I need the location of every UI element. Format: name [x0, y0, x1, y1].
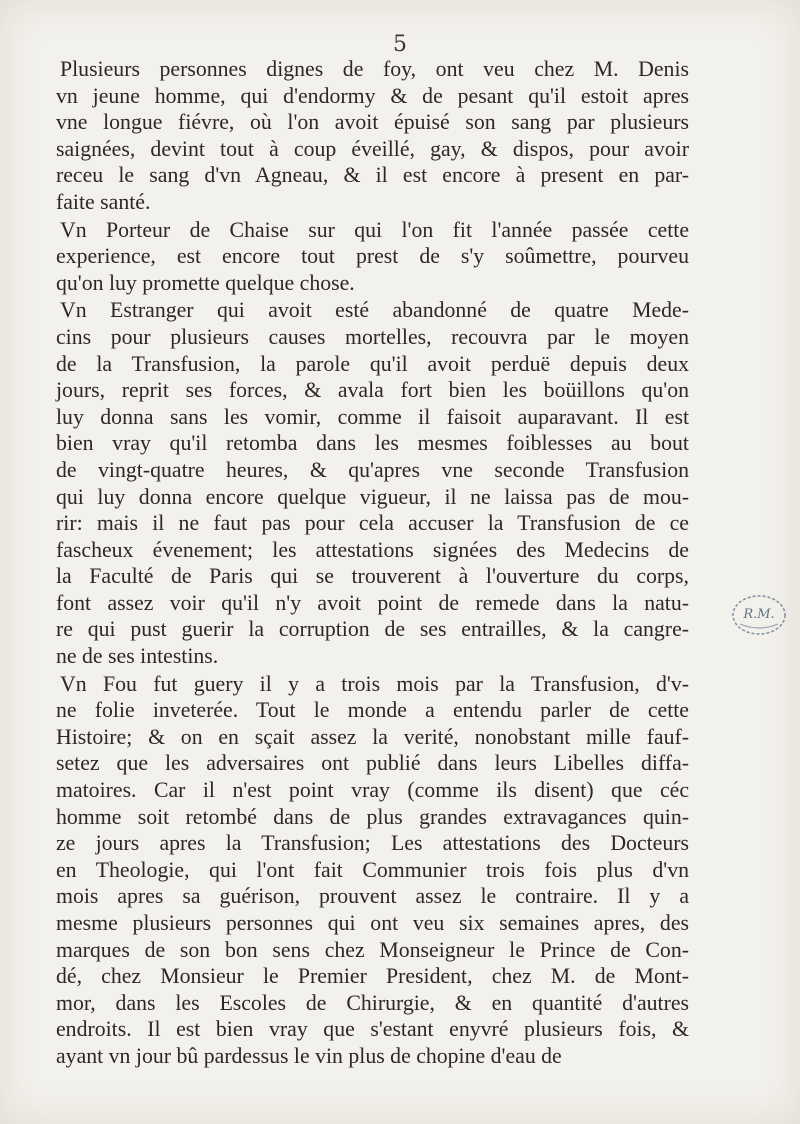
- text-line: rir: mais il ne faut pas pour cela accuser la Transfusion de ce: [56, 511, 689, 536]
- text-line: vne longue fiévre, où l'on avoit épuisé son sang par plusieurs: [56, 110, 689, 135]
- text-line: dé, chez Monsieur le Premier President, chez M. de Mont-: [56, 964, 689, 989]
- text-line: Vn Fou fut guery il y a trois mois par la Transfusion, d'v-: [60, 671, 689, 696]
- text-line: en Theologie, qui l'ont fait Communier trois fois plus d'vn: [56, 857, 689, 882]
- paragraph: [56, 56, 689, 216]
- paragraph: [56, 671, 689, 1070]
- text-line: marques de son bon sens chez Monseigneur le Prince de Con-: [56, 937, 689, 962]
- text-line: ne de ses intestins.: [56, 644, 219, 669]
- stamp-text: R.M.: [743, 607, 775, 622]
- text-line: ne folie inveterée. Tout le monde a entendu parler de cette: [56, 698, 689, 723]
- text-line: mesme plusieurs personnes qui ont veu six semaines apres, des: [56, 911, 689, 935]
- library-stamp: [730, 592, 788, 638]
- text-line: mois apres sa guérison, prouvent assez le contraire. Il y a: [56, 884, 689, 909]
- text-line: qui luy donna encore quelque vigueur, il ne laissa pas de mou-: [56, 484, 689, 509]
- text-line: ayant vn jour bû pardessus le vin plus de chopine d'eau de: [56, 1043, 562, 1068]
- text-line: vn jeune homme, qui d'endormy & de pesant qu'il estoit apres: [56, 83, 689, 108]
- text-line: experience, est encore tout prest de s'y soûmettre, pourveu: [56, 244, 689, 269]
- text-line: faite santé.: [56, 189, 151, 214]
- text-line: re qui pust guerir la corruption de ses entrailles, & la cangre-: [56, 617, 689, 642]
- text-line: jours, reprit ses forces, & avala fort bien les boüillons qu'on: [56, 378, 689, 403]
- text-line: endroits. Il est bien vray que s'estant enyvré plusieurs fois, &: [56, 1017, 689, 1042]
- body-text: [56, 56, 689, 1070]
- text-line: de vingt-quatre heures, & qu'apres vne seconde Transfusion: [56, 457, 689, 482]
- text-line: font assez voir qu'il n'y avoit point de remede dans la natu-: [56, 590, 689, 615]
- text-line: Plusieurs personnes dignes de foy, ont veu chez M. Denis: [60, 57, 689, 81]
- text-line: Histoire; & on en sçait assez la verité, nonobstant mille fauf-: [56, 724, 689, 749]
- text-line: matoires. Car il n'est point vray (comme ils disent) que céc: [56, 778, 689, 803]
- paragraph: [56, 297, 689, 669]
- text-line: la Faculté de Paris qui se trouverent à l'ouverture du corps,: [56, 564, 689, 589]
- text-line: Vn Estranger qui avoit esté abandonné de quatre Mede-: [60, 298, 689, 323]
- text-line: setez que les adversaires ont publié dans leurs Libelles diffa-: [56, 751, 689, 776]
- page-number: 5: [393, 32, 407, 57]
- text-line: homme soit retombé dans de plus grandes extravagances quin-: [56, 804, 689, 829]
- text-line: fascheux évenement; les attestations signées des Medecins de: [56, 537, 689, 562]
- text-line: receu le sang d'vn Agneau, & il est encore à present en par-: [56, 163, 689, 188]
- text-line: cins pour plusieurs causes mortelles, recouvra par le moyen: [56, 324, 689, 349]
- text-line: bien vray qu'il retomba dans les mesmes foiblesses au bout: [56, 431, 689, 456]
- text-line: de la Transfusion, la parole qu'il avoit perduë depuis deux: [56, 351, 689, 376]
- text-line: Vn Porteur de Chaise sur qui l'on fit l'année passée cette: [60, 217, 689, 242]
- text-line: qu'on luy promette quelque chose.: [56, 270, 355, 295]
- text-line: mor, dans les Escoles de Chirurgie, & en quantité d'autres: [56, 990, 689, 1015]
- text-line: saignées, devint tout à coup éveillé, gay, & dispos, pour avoir: [56, 136, 689, 161]
- text-line: ze jours apres la Transfusion; Les attestations des Docteurs: [56, 831, 689, 856]
- paragraph: [56, 217, 689, 297]
- text-line: luy donna sans les vomir, comme il faisoit auparavant. Il est: [56, 404, 689, 429]
